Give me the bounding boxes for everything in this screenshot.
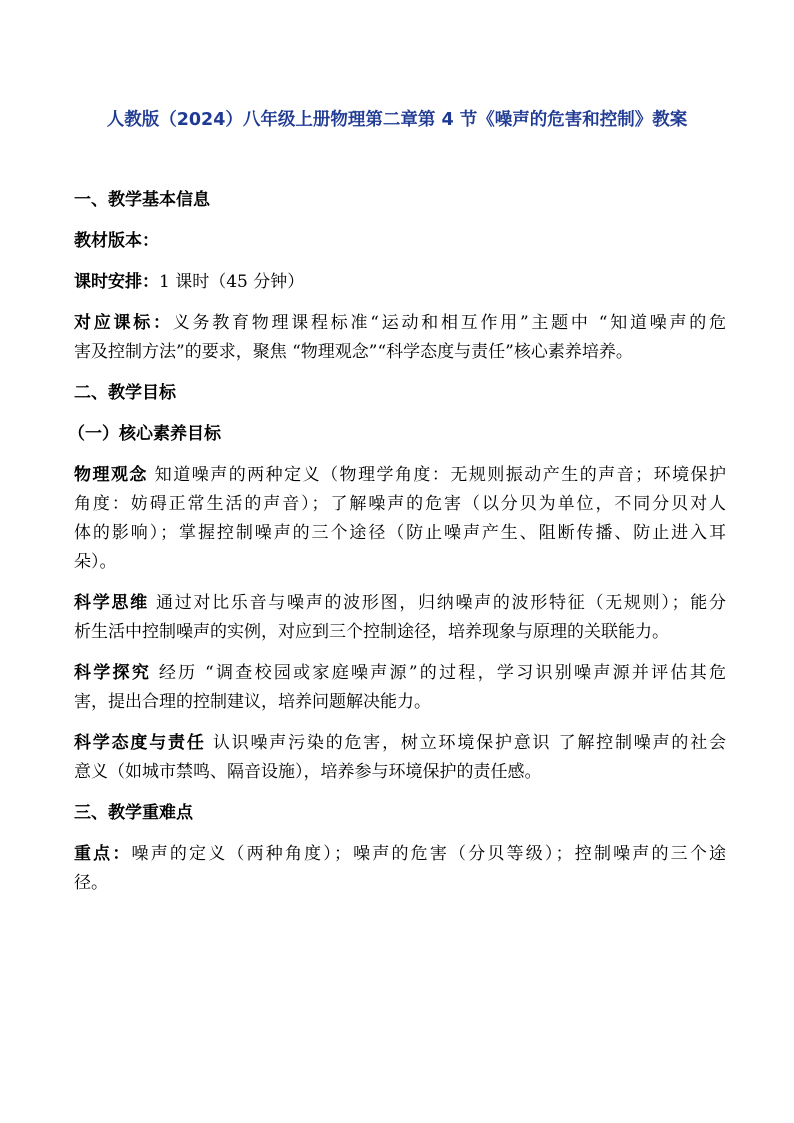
- document-body: [68, 186, 727, 898]
- goal-thinking-line-1: 科学思维 通过对比乐音与噪声的波形图，归纳噪声的波形特征（无规则）；能分: [74, 593, 727, 613]
- key-point-label: 重点：: [74, 844, 132, 864]
- goal-attitude-line-1: 科学态度与责任 认识噪声污染的危害，树立环境保护意识 了解控制噪声的社会: [74, 733, 727, 753]
- section-heading-goals: 二、教学目标: [74, 383, 176, 403]
- goal-attitude-label: 科学态度与责任: [74, 733, 206, 753]
- key-point-line-1: 重点：噪声的定义（两种角度）；噪声的危害（分贝等级）；控制噪声的三个途: [74, 844, 727, 864]
- standard-text-1: 义务教育物理课程标准“运动和相互作用”主题中 “知道噪声的危: [172, 313, 727, 333]
- edition-label: 教材版本：: [74, 231, 159, 251]
- schedule-value: 1 课时（45 分钟）: [159, 272, 305, 292]
- document-title: 人教版（2024）八年级上册物理第二章第 4 节《噪声的危害和控制》教案: [106, 110, 688, 130]
- goal-attitude-line-2: 意义（如城市禁鸣、隔音设施），培养参与环境保护的责任感。: [74, 762, 542, 782]
- subsection-heading-core-goals: （一）核心素养目标: [68, 424, 221, 444]
- goal-physics-line-1: 物理观念 知道噪声的两种定义（物理学角度：无规则振动产生的声音；环境保护: [74, 465, 727, 485]
- standard-label: 对应课标：: [74, 313, 173, 333]
- goal-inquiry-line-2: 害，提出合理的控制建议，培养问题解决能力。: [74, 692, 431, 712]
- schedule-line: [74, 268, 726, 297]
- goal-thinking-label: 科学思维: [74, 593, 149, 613]
- key-point-line-2: 径。: [74, 873, 108, 893]
- standard-line-2: 害及控制方法”的要求，聚焦 “物理观念”“科学态度与责任”核心素养培养。: [74, 342, 633, 362]
- section-heading-key-points: 三、教学重难点: [74, 803, 193, 823]
- standard-line-1: [74, 309, 726, 338]
- goal-inquiry-label: 科学探究: [74, 663, 152, 683]
- goal-physics-line-3: 体的影响）；掌握控制噪声的三个途径（防止噪声产生、阻断传播、防止进入耳: [74, 523, 726, 543]
- schedule-label: 课时安排：: [74, 272, 159, 292]
- goal-physics-line-4: 朵）。: [74, 552, 117, 572]
- goal-physics-label: 物理观念: [74, 465, 148, 485]
- edition-line: [74, 227, 726, 256]
- goal-inquiry-line-1: 科学探究 经历 “调查校园或家庭噪声源”的过程，学习识别噪声源并评估其危: [74, 663, 726, 683]
- section-heading-basic-info: 一、教学基本信息: [74, 190, 210, 210]
- goal-thinking-line-2: 析生活中控制噪声的实例，对应到三个控制途径，培养现象与原理的关联能力。: [74, 622, 669, 642]
- goal-physics-line-2: 角度：妨碍正常生活的声音）；了解噪声的危害（以分贝为单位，不同分贝对人: [74, 494, 726, 514]
